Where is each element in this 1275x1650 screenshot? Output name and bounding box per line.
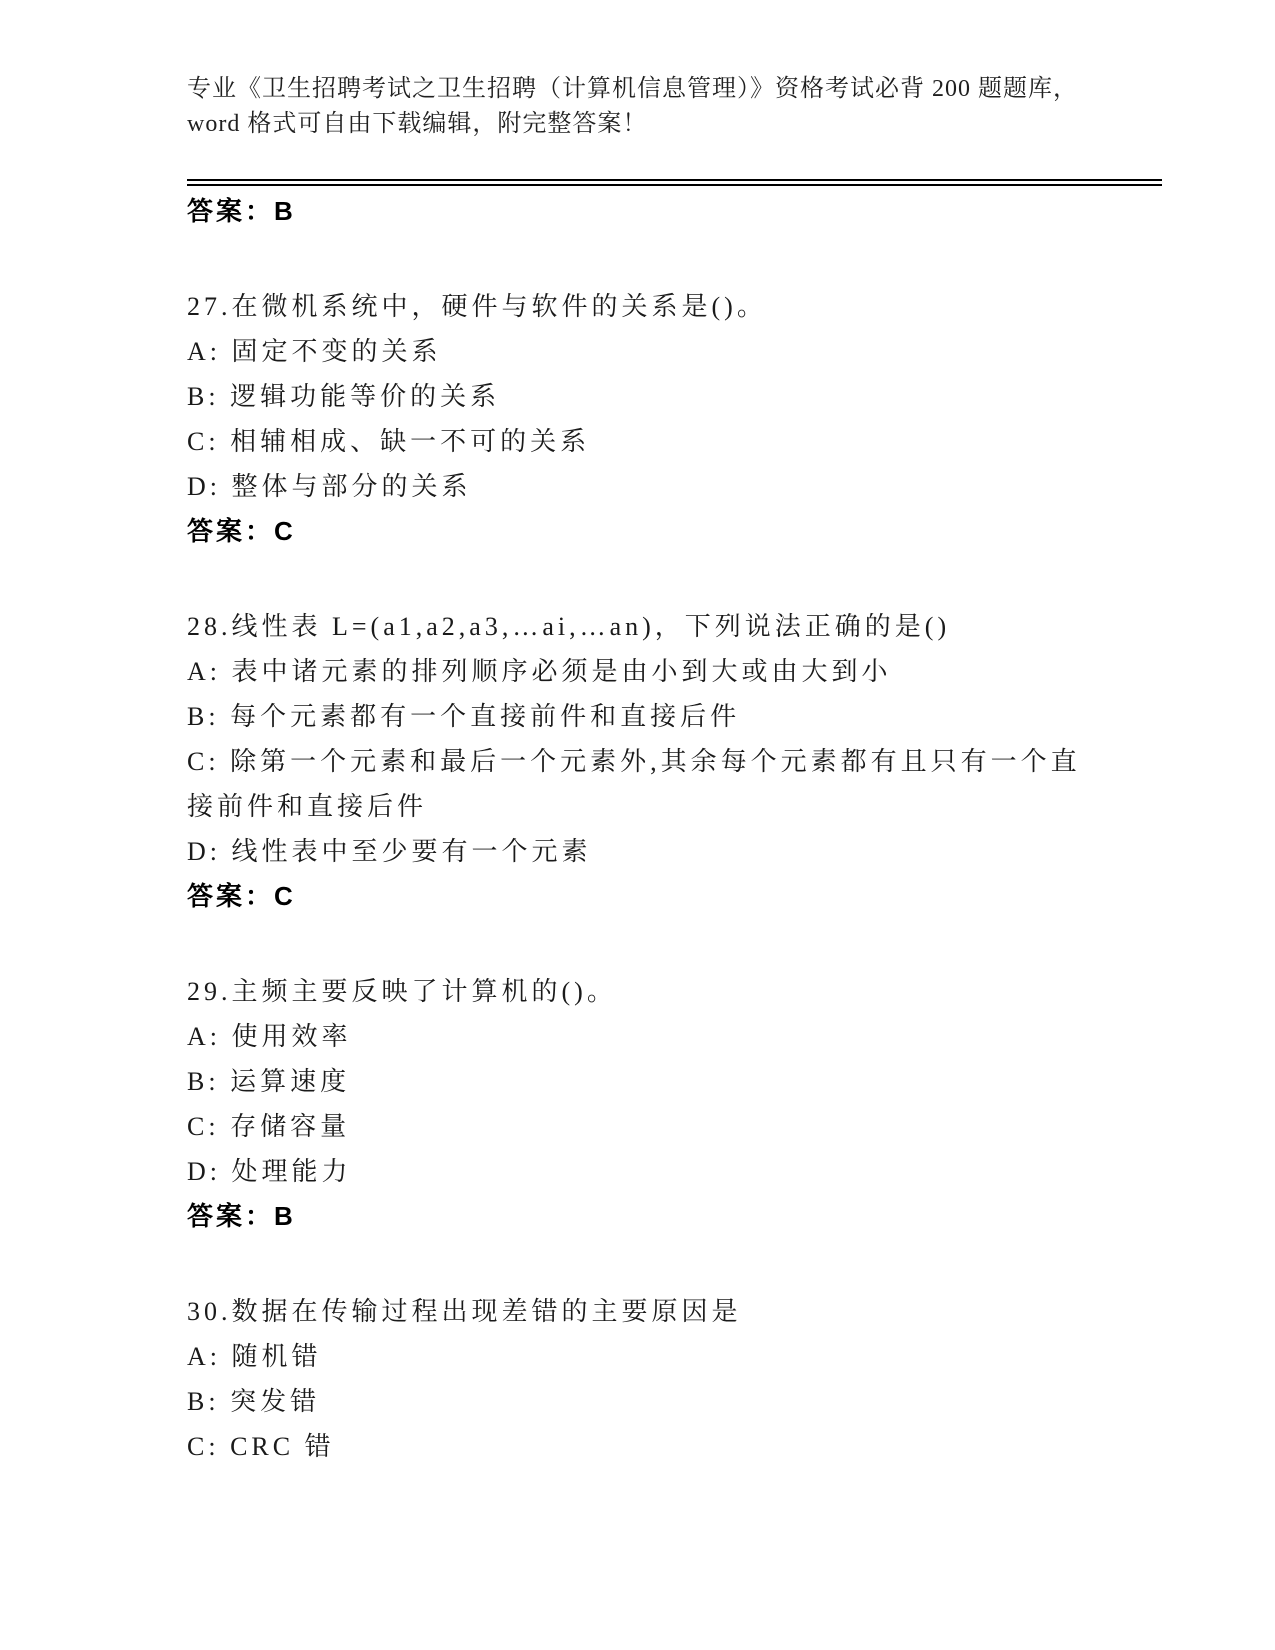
question-29 bbox=[187, 969, 1097, 1239]
question-28-answer: 答案：C bbox=[187, 881, 296, 911]
question-27 bbox=[187, 284, 1097, 554]
question-27-title: 27.在微机系统中，硬件与软件的关系是()。 bbox=[187, 292, 767, 321]
question-28-title: 28.线性表 L=(a1,a2,a3,…ai,…an)，下列说法正确的是() bbox=[187, 612, 951, 641]
question-27-option-a: A: 固定不变的关系 bbox=[187, 337, 442, 366]
question-30-option-c: C: CRC 错 bbox=[187, 1432, 335, 1461]
question-29-answer: 答案：B bbox=[187, 1201, 296, 1231]
question-29-option-c: C: 存储容量 bbox=[187, 1112, 351, 1141]
doc-header-line-2: word 格式可自由下载编辑，附完整答案！ bbox=[187, 111, 648, 137]
question-29-option-d: D: 处理能力 bbox=[187, 1157, 352, 1186]
previous-question-answer: 答案：B bbox=[187, 196, 296, 226]
question-27-option-b: B: 逻辑功能等价的关系 bbox=[187, 382, 501, 411]
question-30-option-b: B: 突发错 bbox=[187, 1387, 321, 1416]
question-28-option-d: D: 线性表中至少要有一个元素 bbox=[187, 837, 592, 866]
question-30-option-a: A: 随机错 bbox=[187, 1342, 322, 1371]
question-29-option-b: B: 运算速度 bbox=[187, 1067, 351, 1096]
question-30-title: 30.数据在传输过程出现差错的主要原因是 bbox=[187, 1297, 742, 1326]
question-30 bbox=[187, 1289, 1097, 1469]
question-27-option-c: C: 相辅相成、缺一不可的关系 bbox=[187, 427, 591, 456]
header-divider bbox=[187, 179, 1162, 186]
question-27-option-d: D: 整体与部分的关系 bbox=[187, 472, 472, 501]
question-29-title: 29.主频主要反映了计算机的()。 bbox=[187, 977, 617, 1006]
question-28-option-b: B: 每个元素都有一个直接前件和直接后件 bbox=[187, 702, 741, 731]
doc-header bbox=[187, 72, 1147, 142]
question-27-answer: 答案：C bbox=[187, 516, 296, 546]
question-28-option-c: C: 除第一个元素和最后一个元素外,其余每个元素都有且只有一个直接前件和直接后件 bbox=[187, 747, 1081, 821]
question-28 bbox=[187, 604, 1097, 919]
question-29-option-a: A: 使用效率 bbox=[187, 1022, 352, 1051]
doc-header-line-1: 专业《卫生招聘考试之卫生招聘（计算机信息管理）》资格考试必背 200 题题库， bbox=[187, 76, 1078, 102]
question-28-option-a: A: 表中诸元素的排列顺序必须是由小到大或由大到小 bbox=[187, 657, 892, 686]
